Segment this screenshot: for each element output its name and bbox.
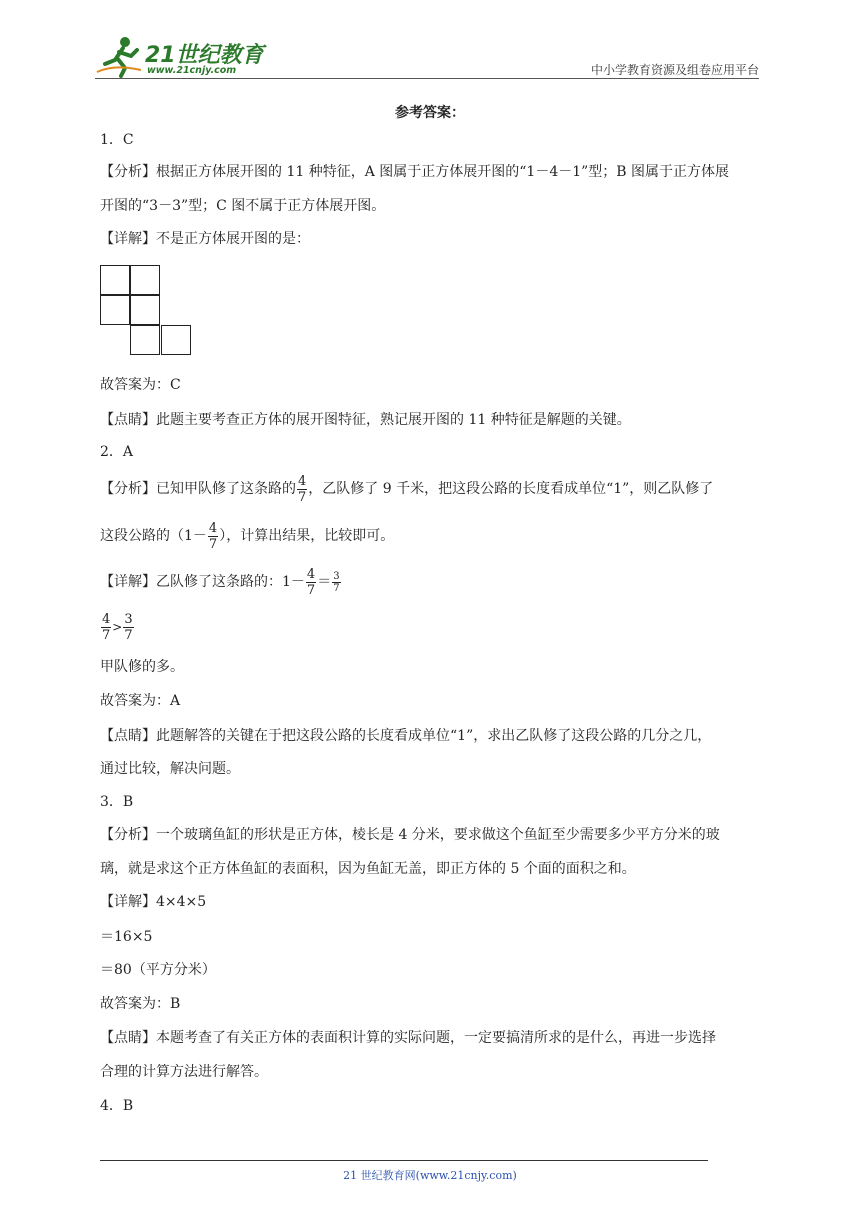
q2-analysis-text-a: 【分析】已知甲队修了这条路的 bbox=[100, 481, 296, 497]
net-square bbox=[100, 295, 130, 325]
header-divider bbox=[95, 78, 759, 79]
net-square bbox=[100, 265, 130, 295]
q3-step-2: ＝80（平方分米） bbox=[100, 962, 216, 978]
net-square bbox=[130, 295, 160, 325]
fraction-3-7: $\frac{3}{7}$ bbox=[333, 570, 340, 594]
page-header bbox=[95, 34, 759, 80]
q2-comment-line-2: 通过比较，解决问题。 bbox=[100, 761, 240, 777]
logo-url: www.21cnjy.com bbox=[147, 65, 237, 76]
q2-comparison bbox=[100, 610, 135, 644]
net-square bbox=[130, 325, 160, 355]
q1-analysis-line-2: 开图的“3－3”型；C 图不属于正方体展开图。 bbox=[100, 198, 386, 214]
q1-comment: 【点睛】此题主要考查正方体的展开图特征，熟记展开图的 11 种特征是解题的关键。 bbox=[100, 412, 631, 428]
site-logo[interactable] bbox=[95, 34, 265, 78]
q3-answer: 3．B bbox=[100, 794, 134, 810]
net-square bbox=[161, 325, 191, 355]
fraction-4-7: $\frac{4}{7}$ bbox=[208, 520, 218, 552]
q1-answer: 1．C bbox=[100, 132, 134, 148]
q3-analysis-line-2: 璃，就是求这个正方体鱼缸的表面积，因为鱼缸无盖，即正方体的 5 个面的面积之和。 bbox=[100, 861, 636, 877]
fraction-4-7: $\frac{4}{7}$ bbox=[298, 473, 307, 505]
platform-name: 中小学教育资源及组卷应用平台 bbox=[590, 63, 759, 77]
q2-answer: 2．A bbox=[100, 444, 134, 460]
cube-net-figure bbox=[100, 265, 192, 358]
q2-analysis-text-d: ），计算出结果，比较即可。 bbox=[219, 528, 395, 544]
net-square bbox=[130, 265, 160, 295]
q3-detail: 【详解】4×4×5 bbox=[100, 894, 207, 910]
footer-link[interactable]: 21 世纪教育网(www.21cnjy.com) bbox=[343, 1169, 517, 1182]
q3-step-1: ＝16×5 bbox=[100, 929, 153, 945]
q2-result: 甲队修的多。 bbox=[100, 659, 184, 675]
q2-analysis-line-1 bbox=[100, 472, 713, 506]
q2-analysis-text-c: 这段公路的（1－ bbox=[100, 528, 207, 544]
q3-comment-line-1: 【点睛】本题考查了有关正方体的表面积计算的实际问题，一定要搞清所求的是什么，再进一步选择 bbox=[100, 1030, 716, 1046]
runner-logo-icon bbox=[95, 34, 143, 78]
q2-detail bbox=[100, 565, 342, 599]
q4-answer: 4．B bbox=[100, 1098, 134, 1114]
q2-comment-line-1: 【点睛】此题解答的关键在于把这段公路的长度看成单位“1”，求出乙队修了这段公路的几分之几， bbox=[100, 728, 712, 744]
logo-title: 21世纪教育 bbox=[145, 43, 264, 68]
page-title: 参考答案： bbox=[395, 105, 465, 121]
equals-sign: ＝ bbox=[317, 574, 332, 590]
q2-conclusion: 故答案为：A bbox=[100, 693, 181, 709]
q1-conclusion: 故答案为：C bbox=[100, 377, 181, 393]
q2-analysis-text-b: ，乙队修了 9 千米，把这段公路的长度看成单位“1”，则乙队修了 bbox=[308, 481, 714, 497]
fraction-4-7: $\frac{4}{7}$ bbox=[102, 611, 111, 643]
footer-divider bbox=[100, 1160, 708, 1161]
q2-detail-text: 【详解】乙队修了这条路的：1－ bbox=[100, 574, 305, 590]
q1-analysis-line-1: 【分析】根据正方体展开图的 11 种特征，A 图属于正方体展开图的“1－4－1”型；B 图属于正方体展 bbox=[100, 164, 730, 180]
q2-analysis-line-2 bbox=[100, 519, 394, 553]
fraction-3-7: $\frac{3}{7}$ bbox=[124, 611, 133, 643]
q1-detail: 【详解】不是正方体展开图的是： bbox=[100, 231, 310, 247]
q3-comment-line-2: 合理的计算方法进行解答。 bbox=[100, 1064, 268, 1080]
q3-analysis-line-1: 【分析】一个玻璃鱼缸的形状是正方体，棱长是 4 分米，要求做这个鱼缸至少需要多少平方分米的玻 bbox=[100, 827, 720, 843]
fraction-4-7: $\frac{4}{7}$ bbox=[306, 566, 316, 598]
greater-than-sign: > bbox=[112, 620, 123, 634]
q3-conclusion: 故答案为：B bbox=[100, 996, 181, 1012]
